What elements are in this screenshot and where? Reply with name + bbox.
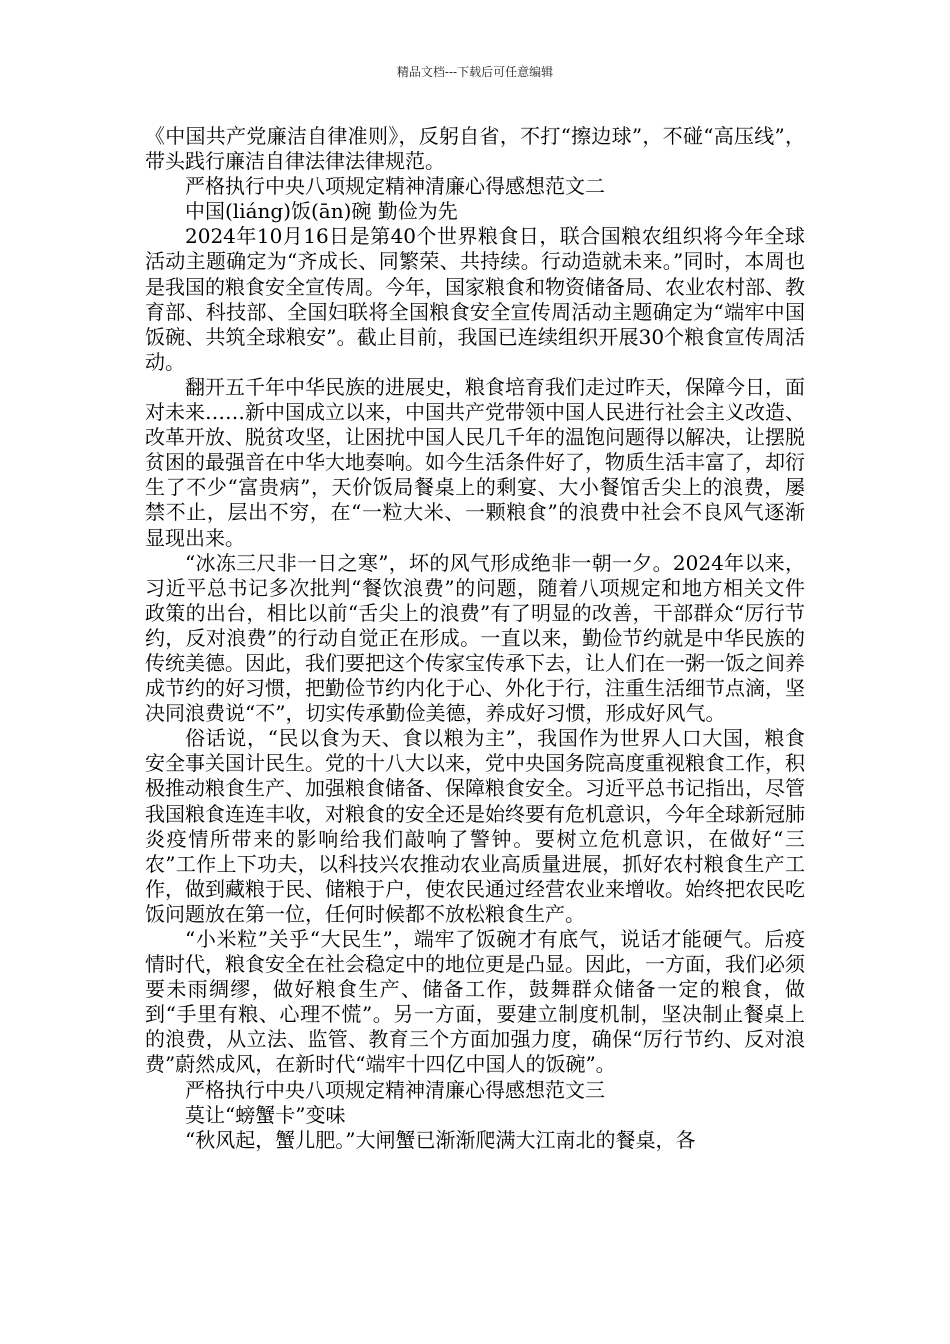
paragraph-1: 《中国共产党廉洁自律准则》，反躬自省，不打“擦边球”，不碰“高压线”，带头践行廉洁自律法律法律规范。 [145,124,805,174]
paragraph-8: “小米粒”关乎“大民生”，端牢了饭碗才有底气，说话才能硬气。后疫情时代，粮食安全在社会稳定中的地位更是凸显。因此，一方面，我们必须要未雨绸缪，做好粮食生产、储备工作，鼓舞群众储备一定的粮食，做到“手里有粮、心理不慌”。另一方面，要建立制度机制，坚决制止餐桌上的浪费，从立法、监管、教育三个方面加强力度，确保“厉行节约、反对浪费”蔚然成风，在新时代“端牢十四亿中国人的饭碗”。 [145,927,805,1077]
article-subtitle-2: 中国(liáng)饭(ān)碗 勤俭为先 [185,199,458,224]
paragraph-6: “冰冻三尺非一日之寒”，坏的风气形成绝非一朝一夕。2024年以来，习近平总书记多次批判“餐饮浪费”的问题，随着八项规定和地方相关文件政策的出台，相比以前“舌尖上的浪费”有了明显的改善，干部群众“厉行节约，反对浪费”的行动自觉正在形成。一直以来，勤俭节约就是中华民族的传统美德。因此，我们要把这个传家宝传承下去，让人们在一粥一饭之间养成节约的好习惯，把勤俭节约内化于心、外化于行，注重生活细节点滴，坚决同浪费说“不”，切实传承勤俭美德，养成好习惯，形成好风气。 [145,550,805,726]
article-subtitle-3: 莫让“螃蟹卡”变味 [185,1102,346,1127]
paragraph-5: 翻开五千年中华民族的进展史，粮食培育我们走过昨天，保障今日，面对未来……新中国成立以来，中国共产党带领中国人民进行社会主义改造、改革开放、脱贫攻坚，让困扰中国人民几千年的温饱问题得以解决，让摆脱贫困的最强音在中华大地奏响。如今生活条件好了，物质生活丰富了，却衍生了不少“富贵病”，天价饭局餐桌上的剩宴、大小餐馆舌尖上的浪费，屡禁不止，层出不穷，在“一粒大米、一颗粮食”的浪费中社会不良风气逐渐显现出来。 [145,374,805,550]
paragraph-4: 2024年10月16日是第40个世界粮食日，联合国粮农组织将今年全球活动主题确定为“齐成长、同繁荣、共持续。行动造就未来。”同时，本周也是我国的粮食安全宣传周。今年，国家粮食和物资储备局、农业农村部、教育部、科技部、全国妇联将全国粮食安全宣传周活动主题确定为“端牢中国饭碗、共筑全球粮安”。截止目前，我国已连续组织开展30个粮食宣传周活动。 [145,224,805,374]
paragraph-7: 俗话说，“民以食为天、食以粮为主”，我国作为世界人口大国，粮食安全事关国计民生。党的十八大以来，党中央国务院高度重视粮食工作，积极推动粮食生产、加强粮食储备、保障粮食安全。习近平总书记指出，尽管我国粮食连连丰收，对粮食的安全还是始终要有危机意识，今年全球新冠肺炎疫情所带来的影响给我们敲响了警钟。要树立危机意识，在做好“三农”工作上下功夫，以科技兴农推动农业高质量进展，抓好农村粮食生产工作，做到藏粮于民、储粮于户，使农民通过经营农业来增收。始终把农民吃饭问题放在第一位，任何时候都不放松粮食生产。 [145,726,805,926]
section-title-3: 严格执行中央八项规定精神清廉心得感想范文三 [185,1077,605,1102]
document-body [145,124,805,1153]
paragraph-11: “秋风起，蟹儿肥。”大闸蟹已渐渐爬满大江南北的餐桌，各 [185,1127,696,1152]
page-header: 精品文档---下载后可任意编辑 [396,65,554,79]
section-title-2: 严格执行中央八项规定精神清廉心得感想范文二 [185,174,605,199]
